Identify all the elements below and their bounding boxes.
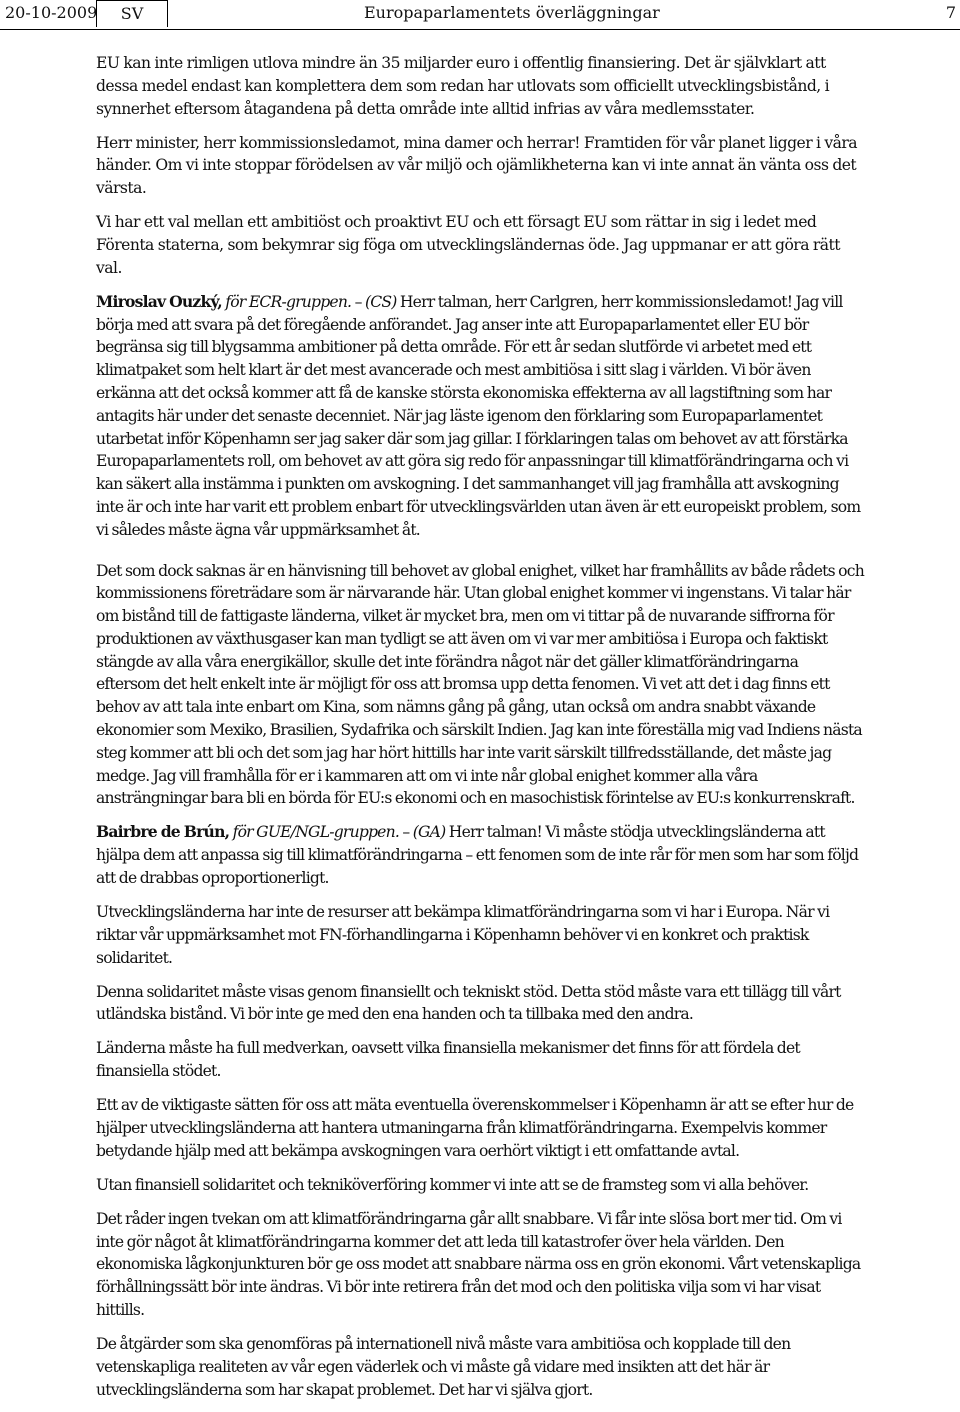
speaker-name: Bairbre de Brún, xyxy=(96,822,230,842)
paragraph: Utan finansiell solidaritet och tekniköverföring kommer vi inte att se de framsteg som vi alla behöver. xyxy=(96,1175,809,1194)
header-page-number: 7 xyxy=(945,3,956,22)
paragraph: Vi har ett val mellan ett ambitiöst och proaktivt EU och ett försagt EU som rättar in sig i ledet med Förenta staterna, som bekymrar sig föga om utvecklingsländernas öde. Jag uppmanar er att göra rätt val. xyxy=(96,213,840,277)
document-body xyxy=(96,52,864,1412)
paragraph: De åtgärder som ska genomföras på internationell nivå måste vara ambitiösa och kopplade till den vetenskapliga realiteten av vår egen väderlek och vi måste gå vidare med insikten att det här är utvecklingsländerna som har skapat problemet. Det har vi själva gjort. xyxy=(96,1334,791,1399)
speaker-group: för ECR-gruppen. xyxy=(225,292,352,311)
paragraph: Länderna måste ha full medverkan, oavsett vilka finansiella mekanismer det finns för att fördela det finansiella stödet. xyxy=(96,1039,800,1081)
speech-dash: – xyxy=(351,292,365,311)
speech-paragraph xyxy=(96,821,864,889)
speech-language: (CS) xyxy=(364,292,397,311)
paragraph: Det råder ingen tvekan om att klimatförändringarna går allt snabbare. Vi får inte slösa bort mer tid. Om vi inte gör något åt klimatförändringarna kommer det att leda till katastrofer över hela världen. Den ekonomiska lågkonjunkturen bör ge oss modet att snabbare närma oss en grön ekonomi. Vårt vetenskapliga förhållningssätt bör inte ändras. Vi bör inte retirera från det mod och den politiska vilja som vi har visat hittills. xyxy=(96,1209,861,1319)
page-header xyxy=(0,0,960,30)
speech-paragraph xyxy=(96,291,864,542)
speech-text: Herr talman, herr Carlgren, herr kommissionsledamot! Jag vill börja med att svara på det föregående anförandet. Jag anser inte att Europaparlamentet eller EU bör begränsa sig till blygsamma ambitioner på detta område. För ett år sedan slutförde vi arbetet med ett klimatpaket som helt klart är det mest avancerade och mest ambitiösa i sitt slag i världen. Vi bör även erkänna att det också kommer att få de kanske största ekonomiska effekterna av all lagstiftning som har antagits här under det senaste decenniet. När jag läste igenom den förklaring som Europaparlamentet utarbetat inför Köpenhamn ser jag saker där som jag gillar. I förklaringen talas om behovet av att förstärka Europaparlamentets roll, om behovet av att göra sig redo för anpassningar till klimatförändringarna och vi kan säkert alla instämma i punkten om avskogning. I det sammanhanget vill jag framhålla att avskogning inte är och inte har varit ett problem enbart för utvecklingsvärlden utan även är ett europeiskt problem, som vi således måste ägna vår uppmärksamhet åt. xyxy=(96,292,861,539)
header-date: 20-10-2009 xyxy=(5,3,98,22)
speech-text: Herr talman! Vi måste stödja utvecklingsländerna att hjälpa dem att anpassa sig till klimatförändringarna – ett fenomen som de inte rår för men som har som följd att de drabbas oproportionerligt. xyxy=(96,823,859,888)
speaker-group: för GUE/NGL-gruppen. xyxy=(232,823,400,842)
header-title: Europaparlamentets överläggningar xyxy=(364,3,660,22)
speech-dash: – xyxy=(399,823,413,842)
speech-language: (GA) xyxy=(412,823,446,842)
paragraph: Herr minister, herr kommissionsledamot, mina damer och herrar! Framtiden för vår planet ligger i våra händer. Om vi inte stoppar förödelsen av vår miljö och ojämlikheterna kan vi inte annat än vänta oss det värsta. xyxy=(96,133,858,198)
header-language-box: SV xyxy=(96,0,168,27)
paragraph: Denna solidaritet måste visas genom finansiellt och tekniskt stöd. Detta stöd måste vara ett tillägg till vårt utländska bistånd. Vi bör inte ge med den ena handen och ta tillbaka med den andra. xyxy=(96,982,841,1024)
paragraph: Utvecklingsländerna har inte de resurser att bekämpa klimatförändringarna som vi har i Europa. När vi riktar vår uppmärksamhet mot FN-förhandlingarna i Köpenhamn behöver vi en konkret och praktisk solidaritet. xyxy=(96,903,830,967)
paragraph: Ett av de viktigaste sätten för oss att mäta eventuella överenskommelser i Köpenhamn är att se efter hur de hjälper utvecklingsländerna att hantera utmaningarna från klimatförändringarna. Exempelvis kommer betydande hjälp med att bekämpa avskogningen vara oerhört viktigt i ett omfattande avtal. xyxy=(96,1096,854,1160)
paragraph: Det som dock saknas är en hänvisning till behovet av global enighet, vilket har framhållits av både rådets och kommissionens företrädare som är närvarande här. Utan global enighet kommer vi ingenstans. Vi talar här om bistånd till de fattigaste länderna, vilket är mycket bra, men om vi tittar på de nuvarande siffrorna för produktionen av växthusgaser kan man tydligt se att även om vi var mer ambitiösa i Europa och faktiskt stängde av alla våra energikällor, skulle det inte förändra något när det gäller klimatförändringarna eftersom det helt enkelt inte är möjligt för oss att bromsa upp detta fenomen. Vi vet att det i dag finns ett behov av att tala inte enbart om Kina, som nämns gång på gång, utan också om andra snabbt växande ekonomier som Mexiko, Brasilien, Sydafrika och särskilt Indien. Jag kan inte föreställa mig vad Indiens nästa steg kommer att bli och det som jag har hört hittills har inte varit särskilt tillfredsställande, det måste jag medge. Jag vill framhålla för er i kammaren att om vi inte når global enighet kommer alla våra ansträngningar bara bli en börda för EU:s ekonomi och en masochistisk förintelse av EU:s konkurrenskraft. xyxy=(96,561,864,808)
speaker-name: Miroslav Ouzký, xyxy=(96,291,222,311)
paragraph: EU kan inte rimligen utlova mindre än 35 miljarder euro i offentlig finansiering. Det är självklart att dessa medel endast kan komplettera dem som redan har utlovats som officiellt utvecklingsbistånd, i synnerhet eftersom åtagandena på detta område inte alltid infrias av våra medlemsstater. xyxy=(96,54,830,118)
